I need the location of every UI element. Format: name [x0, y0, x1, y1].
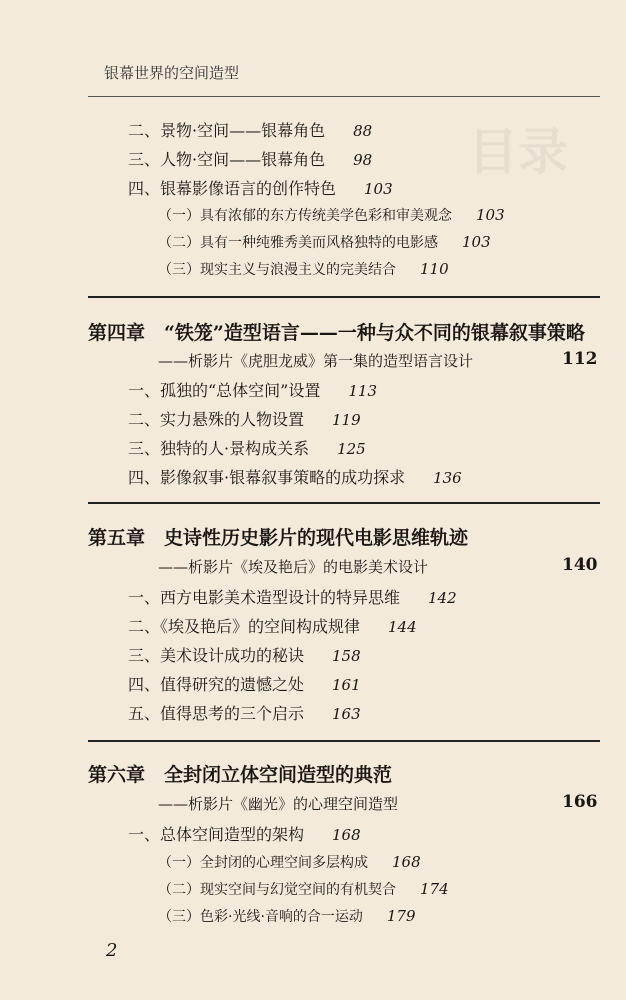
- chapter-page: 166: [562, 792, 598, 812]
- toc-entry-page: 142: [428, 589, 457, 607]
- toc-entry: [128, 407, 361, 430]
- toc-entry: [128, 701, 361, 724]
- toc-subentry: [158, 852, 421, 872]
- toc-entry-page: 168: [332, 826, 361, 844]
- toc-entry: [128, 378, 377, 401]
- toc-entry: [128, 436, 366, 459]
- section-rule: [88, 296, 600, 298]
- toc-entry: [128, 585, 457, 608]
- chapter-title: 第五章 史诗性历史影片的现代电影思维轨迹: [88, 527, 469, 549]
- toc-subentry-page: 103: [462, 233, 491, 251]
- toc-entry-page: 119: [332, 411, 361, 429]
- toc-entry-page: 144: [388, 618, 417, 636]
- toc-subentry-page: 168: [392, 853, 421, 871]
- toc-entry-title: 二、实力悬殊的人物设置: [128, 410, 305, 429]
- toc-subentry: [158, 232, 491, 252]
- toc-subentry-title: （二）现实空间与幻觉空间的有机契合: [158, 882, 396, 898]
- toc-entry-title: 一、孤独的“总体空间”设置: [128, 381, 321, 400]
- section-rule: [88, 740, 600, 742]
- toc-entry-title: 三、美术设计成功的秘诀: [128, 646, 305, 665]
- toc-entry: [128, 822, 361, 845]
- toc-entry-page: 163: [332, 705, 361, 723]
- chapter-subtitle-text: ——析影片《埃及艳后》的电影美术设计: [158, 558, 429, 576]
- toc-subentry-title: （三）色彩·光线·音响的合一运动: [158, 909, 363, 925]
- toc-subentry: [158, 879, 449, 899]
- toc-entry: [128, 118, 372, 141]
- running-header: 银幕世界的空间造型: [104, 64, 240, 82]
- toc-entry-page: 113: [348, 382, 378, 400]
- toc-entry-page: 98: [353, 151, 373, 169]
- toc-entry: [128, 672, 361, 695]
- chapter-page: 140: [562, 555, 598, 575]
- toc-subentry-page: 103: [476, 206, 505, 224]
- section-rule: [88, 502, 600, 504]
- toc-entry-title: 一、西方电影美术造型设计的特异思维: [128, 588, 401, 607]
- toc-subentry-title: （三）现实主义与浪漫主义的完美结合: [158, 262, 396, 278]
- chapter-subtitle: [158, 556, 428, 577]
- toc-entry-title: 四、影像叙事·银幕叙事策略的成功探求: [128, 468, 406, 487]
- chapter-title: 第四章 “铁笼”造型语言——一种与众不同的银幕叙事策略: [88, 322, 585, 344]
- toc-subentry-title: （二）具有一种纯雅秀美而风格独特的电影感: [158, 235, 438, 251]
- toc-entry-title: 二、景物·空间——银幕角色: [128, 121, 326, 140]
- ghost-bleedthrough-text: 目录: [468, 122, 568, 181]
- toc-entry-page: 125: [337, 440, 366, 458]
- toc-entry-page: 103: [364, 180, 393, 198]
- toc-subentry: [158, 205, 505, 225]
- toc-entry-title: 三、独特的人·景构成关系: [128, 439, 310, 458]
- toc-entry-page: 88: [353, 122, 373, 140]
- chapter-title: 第六章 全封闭立体空间造型的典范: [88, 764, 393, 786]
- toc-entry: [128, 147, 372, 170]
- toc-entry-title: 三、人物·空间——银幕角色: [128, 150, 326, 169]
- toc-entry-page: 158: [332, 647, 361, 665]
- toc-subentry: [158, 259, 449, 279]
- toc-entry: [128, 614, 417, 637]
- toc-subentry-page: 174: [420, 880, 449, 898]
- toc-subentry-page: 179: [386, 907, 416, 925]
- toc-entry-title: 二、《埃及艳后》的空间构成规律: [128, 617, 361, 636]
- toc-entry-title: 五、值得思考的三个启示: [128, 704, 305, 723]
- chapter-subtitle-text: ——析影片《虎胆龙威》第一集的造型语言设计: [158, 352, 474, 370]
- toc-subentry-page: 110: [420, 260, 449, 278]
- toc-entry-title: 四、值得研究的遗憾之处: [128, 675, 305, 694]
- chapter-page: 112: [562, 349, 598, 369]
- toc-subentry-title: （一）具有浓郁的东方传统美学色彩和审美观念: [158, 208, 452, 224]
- toc-entry-title: 一、总体空间造型的架构: [128, 825, 305, 844]
- toc-entry-page: 161: [332, 676, 361, 694]
- toc-entry: [128, 643, 361, 666]
- toc-subentry-title: （一）全封闭的心理空间多层构成: [158, 855, 368, 871]
- page-number: 2: [106, 940, 118, 961]
- toc-entry-page: 136: [433, 469, 462, 487]
- toc-entry-title: 四、银幕影像语言的创作特色: [128, 179, 337, 198]
- chapter-subtitle: [158, 350, 473, 371]
- toc-entry: [128, 176, 393, 199]
- toc-subentry: [158, 906, 416, 926]
- chapter-subtitle: [158, 793, 398, 814]
- chapter-subtitle-text: ——析影片《幽光》的心理空间造型: [158, 795, 399, 813]
- header-rule: [88, 96, 600, 97]
- toc-entry: [128, 465, 462, 488]
